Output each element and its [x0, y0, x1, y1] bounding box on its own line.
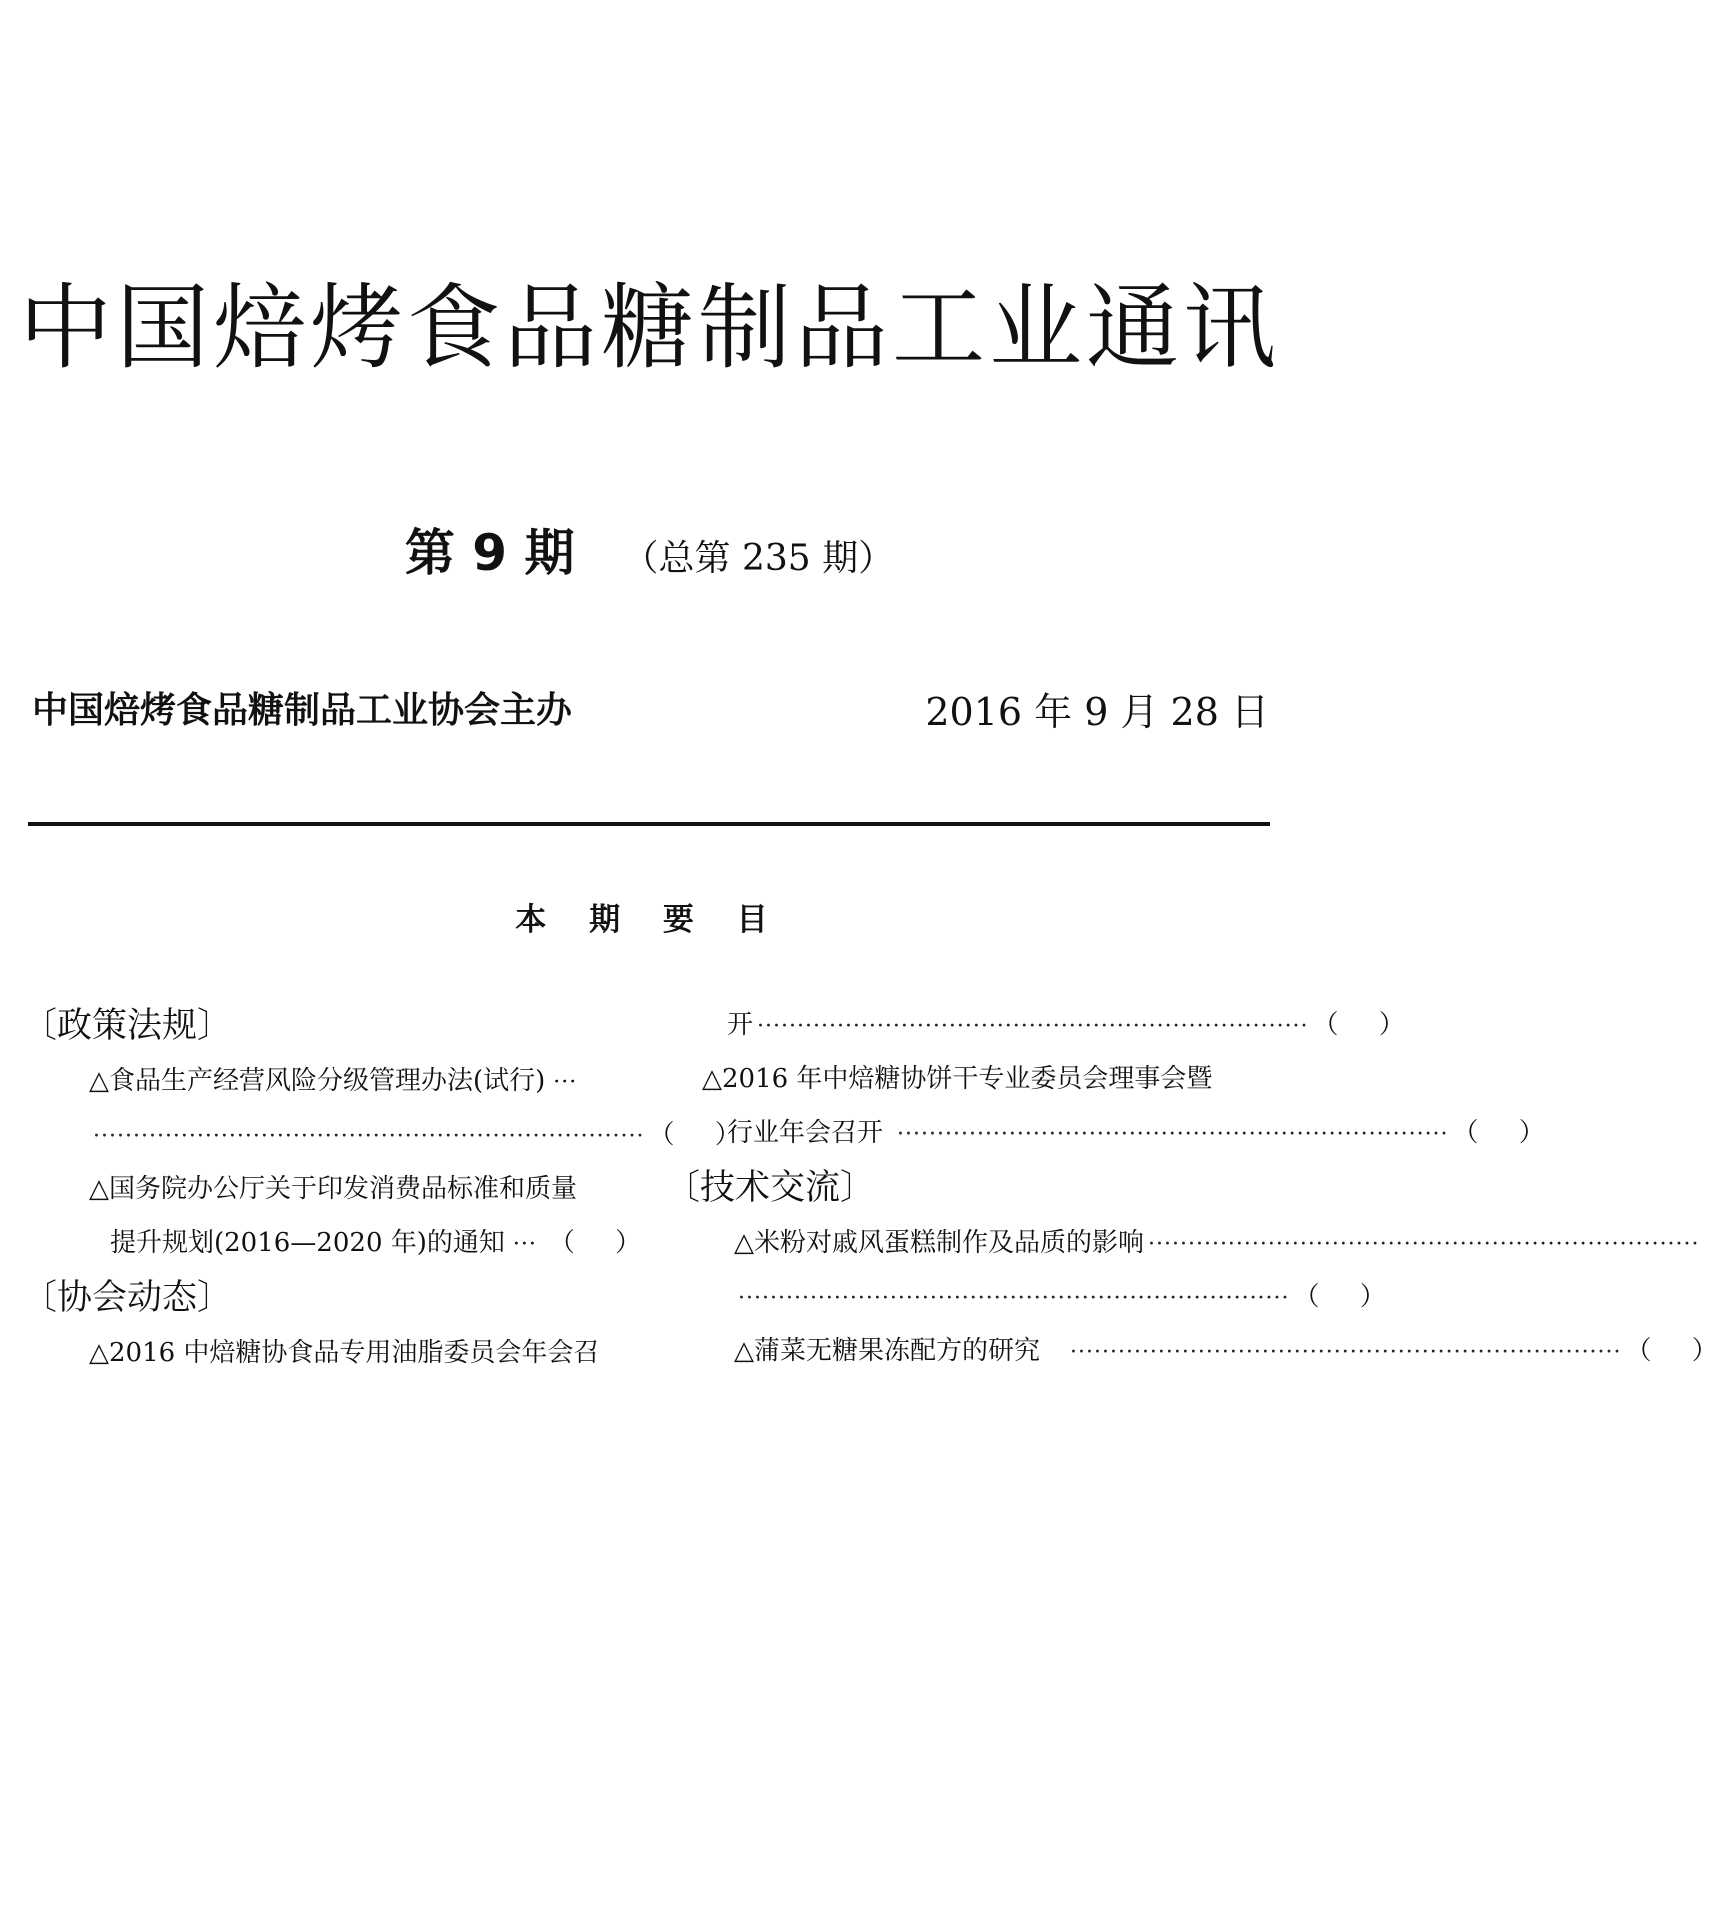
leader-dots: ···: [512, 1232, 537, 1257]
toc-entry-title-continued: 提升规划(2016—2020 年)的通知: [110, 1228, 505, 1258]
leader-dots: ·····································································: [757, 1014, 1309, 1039]
toc-entry-title: △2016 中焙糖协食品专用油脂委员会年会召: [89, 1338, 600, 1368]
issue-number: 第 9 期: [404, 524, 575, 582]
toc-entry-title-continued: 行业年会召开: [727, 1118, 884, 1148]
page-number-placeholder: （ ）: [1452, 1118, 1561, 1148]
section-title-tech: 〔技术交流〕: [665, 1168, 876, 1208]
toc-entry-continuation: [22, 1216, 658, 1270]
toc-entry[interactable]: [22, 1326, 634, 1380]
leader-dots: ·····································································: [1070, 1340, 1622, 1365]
issue-total-number: （总第 235 期）: [622, 538, 895, 579]
toc-entry[interactable]: [22, 1054, 634, 1108]
toc-entry-continuation: [665, 1106, 1561, 1160]
toc-entry-title-continued: 开: [727, 1010, 754, 1040]
issue-line: [0, 524, 1299, 582]
page-number-placeholder: （ ）: [548, 1228, 658, 1258]
toc-entry[interactable]: [665, 1216, 1700, 1270]
toc-entry-title: △蒲菜无糖果冻配方的研究: [734, 1336, 1040, 1366]
toc-entry-continuation: [665, 998, 1421, 1052]
issue-date: 2016 年 9 月 28 日: [925, 690, 1269, 734]
page-number-placeholder: （ ）: [648, 1120, 757, 1150]
toc-left-column: [22, 998, 757, 1380]
toc-entry-title: △米粉对戚风蛋糕制作及品质的影响: [734, 1228, 1144, 1258]
header-divider: [28, 822, 1270, 826]
toc-entry-leader: [22, 1108, 757, 1162]
section-title-policy: 〔政策法规〕: [22, 1006, 233, 1046]
toc-entry-title: △2016 年中焙糖协饼干专业委员会理事会暨: [702, 1064, 1213, 1094]
toc-entry-leader: [665, 1270, 1402, 1324]
toc-heading: 本 期 要 目: [515, 902, 784, 938]
leader-dots: ···: [553, 1070, 578, 1095]
toc-entry-title: △食品生产经营风险分级管理办法(试行): [89, 1066, 546, 1096]
section-title-association: 〔协会动态〕: [22, 1278, 233, 1318]
toc-entry[interactable]: [665, 1052, 1275, 1106]
leader-dots: ·····································································: [93, 1124, 645, 1149]
toc-entry-title: △国务院办公厅关于印发消费品标准和质量: [89, 1174, 577, 1204]
page-number-placeholder: （ ）: [1293, 1282, 1402, 1312]
organizer: 中国焙烤食品糖制品工业协会主办: [32, 690, 573, 731]
toc-right-column: [665, 998, 1734, 1378]
page-number-placeholder: （ ）: [1625, 1336, 1734, 1366]
leader-dots: ·····································································: [738, 1286, 1290, 1311]
toc-entry[interactable]: [22, 1162, 634, 1216]
leader-dots: ·····································································: [1148, 1232, 1700, 1257]
toc-entry[interactable]: [665, 1324, 1734, 1378]
journal-title: 中国焙烤食品糖制品工业通讯: [19, 274, 1280, 382]
page-number-placeholder: （ ）: [1312, 1010, 1421, 1040]
leader-dots: ·····································································: [897, 1122, 1449, 1147]
